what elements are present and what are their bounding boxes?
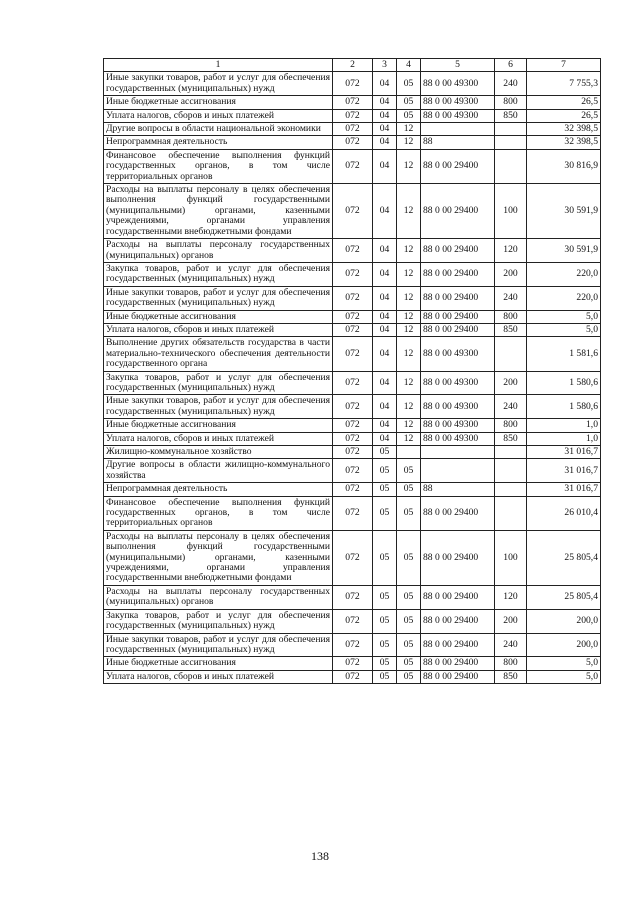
row-section-cell: 04 [373, 239, 397, 263]
row-subsection-cell: 12 [397, 123, 421, 136]
row-name-cell: Закупка товаров, работ и услуг для обеспечения государственных (муниципальных) нужд [104, 371, 333, 395]
row-expense-type-cell: 800 [495, 310, 527, 323]
row-name-cell: Другие вопросы в области жилищно-коммунального хозяйства [104, 459, 333, 483]
row-grbs-cell: 072 [333, 96, 373, 109]
row-subsection-cell: 05 [397, 609, 421, 633]
row-name-cell: Иные закупки товаров, работ и услуг для обеспечения государственных (муниципальных) нужд [104, 395, 333, 419]
table-row [104, 670, 601, 683]
row-subsection-cell: 12 [397, 310, 421, 323]
row-name-cell: Иные закупки товаров, работ и услуг для обеспечения государственных (муниципальных) нужд [104, 633, 333, 657]
row-name-cell: Закупка товаров, работ и услуг для обеспечения государственных (муниципальных) нужд [104, 609, 333, 633]
row-section-cell: 05 [373, 657, 397, 670]
row-grbs-cell: 072 [333, 371, 373, 395]
row-name-cell: Уплата налогов, сборов и иных платежей [104, 323, 333, 336]
table-header-row [104, 59, 601, 72]
row-subsection-cell: 12 [397, 239, 421, 263]
table-body [104, 72, 601, 684]
row-subsection-cell: 12 [397, 149, 421, 183]
table-row [104, 136, 601, 149]
row-expense-type-cell [495, 123, 527, 136]
row-subsection-cell: 05 [397, 670, 421, 683]
row-name-cell: Закупка товаров, работ и услуг для обеспечения государственных (муниципальных) нужд [104, 262, 333, 286]
table-row [104, 419, 601, 432]
row-subsection-cell: 05 [397, 496, 421, 530]
row-expense-type-cell: 800 [495, 419, 527, 432]
row-section-cell: 04 [373, 136, 397, 149]
row-grbs-cell: 072 [333, 459, 373, 483]
column-header-5: 5 [421, 59, 495, 72]
row-expense-type-cell: 800 [495, 96, 527, 109]
table-row [104, 657, 601, 670]
row-amount-cell: 31 016,7 [527, 446, 601, 459]
row-amount-cell: 220,0 [527, 286, 601, 310]
row-amount-cell: 30 591,9 [527, 239, 601, 263]
row-subsection-cell: 05 [397, 72, 421, 96]
table-row [104, 184, 601, 239]
row-grbs-cell: 072 [333, 262, 373, 286]
row-subsection-cell: 12 [397, 262, 421, 286]
table-row [104, 323, 601, 336]
table-row [104, 585, 601, 609]
row-subsection-cell [397, 446, 421, 459]
table-row [104, 109, 601, 122]
row-subsection-cell: 12 [397, 323, 421, 336]
row-amount-cell: 30 816,9 [527, 149, 601, 183]
row-expense-type-cell: 850 [495, 670, 527, 683]
row-amount-cell: 7 755,3 [527, 72, 601, 96]
row-section-cell: 05 [373, 633, 397, 657]
row-expense-type-cell: 120 [495, 239, 527, 263]
row-grbs-cell: 072 [333, 530, 373, 585]
row-name-cell: Иные бюджетные ассигнования [104, 419, 333, 432]
table-row [104, 96, 601, 109]
row-section-cell: 05 [373, 609, 397, 633]
row-section-cell: 04 [373, 72, 397, 96]
row-target-article-cell: 88 0 00 29400 [421, 323, 495, 336]
table-row [104, 262, 601, 286]
row-grbs-cell: 072 [333, 337, 373, 371]
row-expense-type-cell: 240 [495, 395, 527, 419]
row-target-article-cell: 88 0 00 29400 [421, 670, 495, 683]
row-name-cell: Расходы на выплаты персоналу государственных (муниципальных) органов [104, 585, 333, 609]
table-row [104, 483, 601, 496]
column-header-4: 4 [397, 59, 421, 72]
row-subsection-cell: 05 [397, 530, 421, 585]
row-section-cell: 04 [373, 262, 397, 286]
row-section-cell: 05 [373, 670, 397, 683]
row-amount-cell: 26 010,4 [527, 496, 601, 530]
row-target-article-cell: 88 0 00 49300 [421, 395, 495, 419]
row-section-cell: 04 [373, 123, 397, 136]
row-target-article-cell: 88 0 00 29400 [421, 657, 495, 670]
row-expense-type-cell: 100 [495, 530, 527, 585]
row-section-cell: 05 [373, 483, 397, 496]
row-subsection-cell: 12 [397, 136, 421, 149]
row-grbs-cell: 072 [333, 323, 373, 336]
row-amount-cell: 31 016,7 [527, 459, 601, 483]
table-row [104, 633, 601, 657]
budget-table [103, 58, 601, 684]
row-amount-cell: 26,5 [527, 109, 601, 122]
row-amount-cell: 1,0 [527, 419, 601, 432]
row-expense-type-cell [495, 496, 527, 530]
row-target-article-cell: 88 0 00 49300 [421, 72, 495, 96]
table-row [104, 530, 601, 585]
row-name-cell: Непрограммная деятельность [104, 483, 333, 496]
row-amount-cell: 1 580,6 [527, 371, 601, 395]
row-grbs-cell: 072 [333, 609, 373, 633]
table-row [104, 72, 601, 96]
row-target-article-cell: 88 0 00 29400 [421, 609, 495, 633]
row-expense-type-cell: 850 [495, 109, 527, 122]
row-expense-type-cell [495, 483, 527, 496]
row-target-article-cell: 88 0 00 29400 [421, 262, 495, 286]
row-target-article-cell: 88 0 00 29400 [421, 530, 495, 585]
row-expense-type-cell [495, 136, 527, 149]
row-target-article-cell: 88 [421, 483, 495, 496]
row-name-cell: Финансовое обеспечение выполнения функций государственных органов, в том числе территориальных органов [104, 496, 333, 530]
row-expense-type-cell [495, 149, 527, 183]
row-expense-type-cell: 850 [495, 432, 527, 445]
table-row [104, 310, 601, 323]
row-target-article-cell: 88 0 00 49300 [421, 419, 495, 432]
row-expense-type-cell: 200 [495, 262, 527, 286]
row-name-cell: Иные закупки товаров, работ и услуг для обеспечения государственных (муниципальных) нужд [104, 286, 333, 310]
row-target-article-cell [421, 446, 495, 459]
row-section-cell: 04 [373, 184, 397, 239]
row-target-article-cell: 88 0 00 49300 [421, 109, 495, 122]
row-target-article-cell: 88 0 00 49300 [421, 337, 495, 371]
row-grbs-cell: 072 [333, 483, 373, 496]
row-name-cell: Иные бюджетные ассигнования [104, 96, 333, 109]
row-subsection-cell: 05 [397, 585, 421, 609]
table-row [104, 609, 601, 633]
row-grbs-cell: 072 [333, 310, 373, 323]
row-subsection-cell: 12 [397, 371, 421, 395]
row-name-cell: Расходы на выплаты персоналу в целях обеспечения выполнения функций государственными (муниципальными) органами, казенными учреждениями, органами управления государственными внебюджетными фондами [104, 184, 333, 239]
row-expense-type-cell: 200 [495, 609, 527, 633]
row-subsection-cell: 12 [397, 419, 421, 432]
row-target-article-cell: 88 0 00 29400 [421, 310, 495, 323]
row-amount-cell: 5,0 [527, 670, 601, 683]
row-grbs-cell: 072 [333, 286, 373, 310]
row-amount-cell: 25 805,4 [527, 530, 601, 585]
row-subsection-cell: 05 [397, 657, 421, 670]
row-section-cell: 05 [373, 459, 397, 483]
row-subsection-cell: 12 [397, 337, 421, 371]
row-target-article-cell: 88 0 00 29400 [421, 149, 495, 183]
row-amount-cell: 1 580,6 [527, 395, 601, 419]
row-amount-cell: 1,0 [527, 432, 601, 445]
row-expense-type-cell [495, 459, 527, 483]
row-expense-type-cell: 200 [495, 371, 527, 395]
row-expense-type-cell: 120 [495, 585, 527, 609]
row-subsection-cell: 12 [397, 184, 421, 239]
row-name-cell: Иные бюджетные ассигнования [104, 310, 333, 323]
row-target-article-cell: 88 0 00 29400 [421, 585, 495, 609]
row-grbs-cell: 072 [333, 72, 373, 96]
row-target-article-cell: 88 0 00 29400 [421, 286, 495, 310]
row-subsection-cell: 12 [397, 395, 421, 419]
row-grbs-cell: 072 [333, 136, 373, 149]
column-header-6: 6 [495, 59, 527, 72]
row-grbs-cell: 072 [333, 184, 373, 239]
row-expense-type-cell: 240 [495, 72, 527, 96]
row-amount-cell: 30 591,9 [527, 184, 601, 239]
row-section-cell: 04 [373, 395, 397, 419]
row-amount-cell: 5,0 [527, 657, 601, 670]
row-expense-type-cell: 800 [495, 657, 527, 670]
table-row [104, 395, 601, 419]
row-target-article-cell: 88 [421, 136, 495, 149]
row-name-cell: Уплата налогов, сборов и иных платежей [104, 670, 333, 683]
row-target-article-cell: 88 0 00 29400 [421, 239, 495, 263]
row-expense-type-cell: 240 [495, 633, 527, 657]
table-row [104, 459, 601, 483]
table-row [104, 337, 601, 371]
table-row [104, 446, 601, 459]
row-section-cell: 04 [373, 371, 397, 395]
row-section-cell: 04 [373, 109, 397, 122]
row-name-cell: Финансовое обеспечение выполнения функций государственных органов, в том числе территориальных органов [104, 149, 333, 183]
column-header-3: 3 [373, 59, 397, 72]
row-name-cell: Расходы на выплаты персоналу в целях обеспечения выполнения функций государственными (муниципальными) органами, казенными учреждениями, органами управления государственными внебюджетными фондами [104, 530, 333, 585]
row-name-cell: Непрограммная деятельность [104, 136, 333, 149]
row-section-cell: 04 [373, 286, 397, 310]
column-header-7: 7 [527, 59, 601, 72]
row-section-cell: 04 [373, 432, 397, 445]
row-section-cell: 04 [373, 323, 397, 336]
row-grbs-cell: 072 [333, 657, 373, 670]
table-row [104, 149, 601, 183]
row-subsection-cell: 05 [397, 109, 421, 122]
row-amount-cell: 200,0 [527, 609, 601, 633]
row-amount-cell: 200,0 [527, 633, 601, 657]
row-expense-type-cell [495, 446, 527, 459]
row-amount-cell: 5,0 [527, 323, 601, 336]
row-grbs-cell: 072 [333, 496, 373, 530]
row-name-cell: Уплата налогов, сборов и иных платежей [104, 109, 333, 122]
row-target-article-cell: 88 0 00 29400 [421, 184, 495, 239]
row-section-cell: 05 [373, 446, 397, 459]
row-target-article-cell: 88 0 00 49300 [421, 432, 495, 445]
row-name-cell: Другие вопросы в области национальной экономики [104, 123, 333, 136]
column-header-2: 2 [333, 59, 373, 72]
row-grbs-cell: 072 [333, 123, 373, 136]
row-amount-cell: 25 805,4 [527, 585, 601, 609]
row-name-cell: Иные бюджетные ассигнования [104, 657, 333, 670]
row-subsection-cell: 05 [397, 459, 421, 483]
row-grbs-cell: 072 [333, 419, 373, 432]
row-grbs-cell: 072 [333, 670, 373, 683]
row-grbs-cell: 072 [333, 585, 373, 609]
row-expense-type-cell [495, 337, 527, 371]
row-grbs-cell: 072 [333, 446, 373, 459]
row-name-cell: Расходы на выплаты персоналу государственных (муниципальных) органов [104, 239, 333, 263]
table-row [104, 371, 601, 395]
row-target-article-cell: 88 0 00 29400 [421, 496, 495, 530]
column-header-1: 1 [104, 59, 333, 72]
row-grbs-cell: 072 [333, 239, 373, 263]
row-subsection-cell: 05 [397, 633, 421, 657]
row-name-cell: Выполнение других обязательств государства в части материально-технического обеспечения деятельности государственного органа [104, 337, 333, 371]
row-name-cell: Уплата налогов, сборов и иных платежей [104, 432, 333, 445]
row-amount-cell: 32 398,5 [527, 136, 601, 149]
row-expense-type-cell: 100 [495, 184, 527, 239]
row-target-article-cell [421, 459, 495, 483]
row-subsection-cell: 12 [397, 286, 421, 310]
row-grbs-cell: 072 [333, 432, 373, 445]
row-expense-type-cell: 850 [495, 323, 527, 336]
table-row [104, 432, 601, 445]
table-row [104, 286, 601, 310]
row-section-cell: 04 [373, 310, 397, 323]
page-number: 138 [311, 849, 329, 863]
row-subsection-cell: 05 [397, 483, 421, 496]
row-section-cell: 05 [373, 496, 397, 530]
row-grbs-cell: 072 [333, 149, 373, 183]
row-name-cell: Жилищно-коммунальное хозяйство [104, 446, 333, 459]
row-section-cell: 04 [373, 149, 397, 183]
row-amount-cell: 220,0 [527, 262, 601, 286]
row-amount-cell: 31 016,7 [527, 483, 601, 496]
row-name-cell: Иные закупки товаров, работ и услуг для обеспечения государственных (муниципальных) нужд [104, 72, 333, 96]
row-amount-cell: 32 398,5 [527, 123, 601, 136]
row-amount-cell: 26,5 [527, 96, 601, 109]
row-target-article-cell: 88 0 00 29400 [421, 633, 495, 657]
row-section-cell: 05 [373, 530, 397, 585]
row-grbs-cell: 072 [333, 395, 373, 419]
row-subsection-cell: 12 [397, 432, 421, 445]
row-grbs-cell: 072 [333, 633, 373, 657]
row-section-cell: 04 [373, 96, 397, 109]
row-grbs-cell: 072 [333, 109, 373, 122]
row-expense-type-cell: 240 [495, 286, 527, 310]
row-target-article-cell: 88 0 00 49300 [421, 371, 495, 395]
row-section-cell: 05 [373, 585, 397, 609]
row-amount-cell: 5,0 [527, 310, 601, 323]
row-target-article-cell [421, 123, 495, 136]
table-row [104, 123, 601, 136]
row-section-cell: 04 [373, 419, 397, 432]
row-section-cell: 04 [373, 337, 397, 371]
row-amount-cell: 1 581,6 [527, 337, 601, 371]
table-row [104, 239, 601, 263]
row-subsection-cell: 05 [397, 96, 421, 109]
table-row [104, 496, 601, 530]
row-target-article-cell: 88 0 00 49300 [421, 96, 495, 109]
